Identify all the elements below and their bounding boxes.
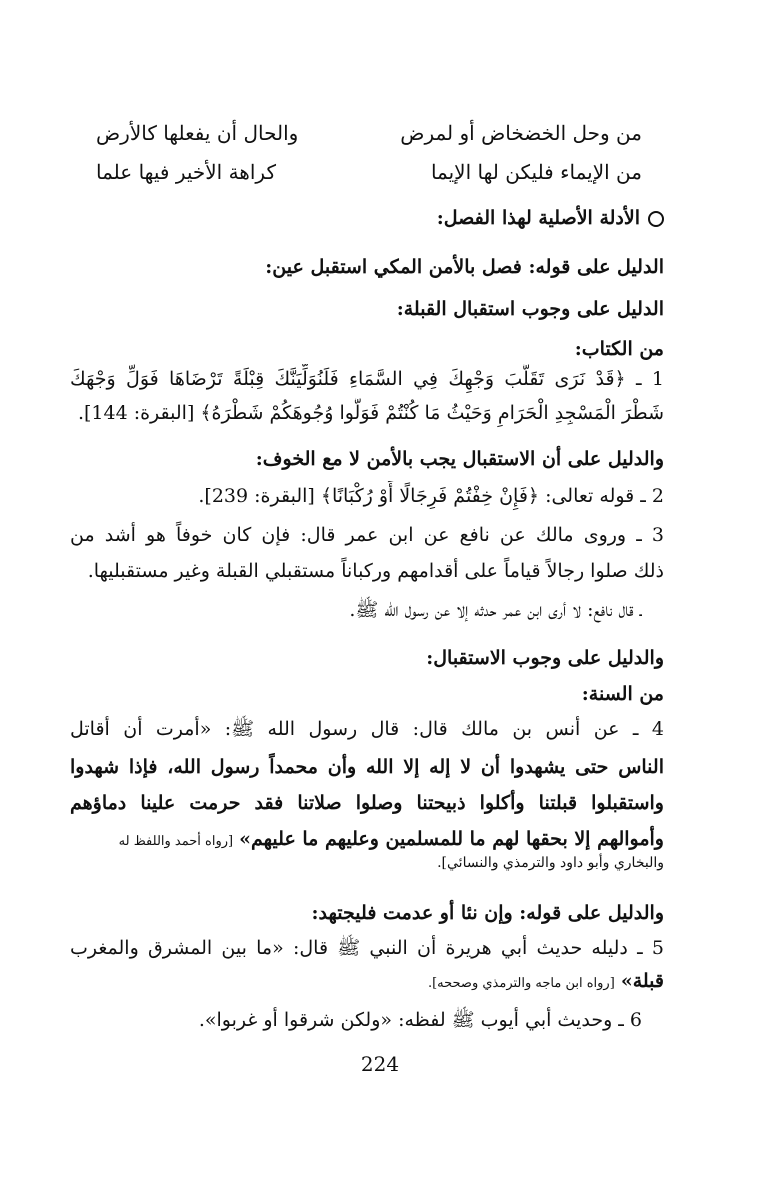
- poem-verse: من الإيماء فليكن لها الإيما: [430, 160, 642, 184]
- section-heading: الدليل على وجوب استقبال القبلة:: [396, 298, 664, 320]
- hadith-line: الناس حتى يشهدوا أن لا إله إلا الله وأن محمداً رسول الله، فإذا شهدوا: [70, 756, 664, 778]
- page-number: 224: [360, 1052, 400, 1076]
- paragraph-line: 2 ـ قوله تعالى: ﴿فَإِنْ خِفْتُمْ فَرِجَالًا أَوْ رُكْبَانًا﴾ [البقرة: 239].: [198, 485, 664, 507]
- hadith-line: 4 ـ عن أنس بن مالك قال: قال رسول الله ﷺ: «أمرت أن أقاتل: [70, 718, 664, 740]
- poem-verse: كراهة الأخير فيها علما: [96, 160, 276, 184]
- sub-heading: من الكتاب:: [574, 338, 664, 360]
- hadith-line: 6 ـ وحديث أبي أيوب ﷺ لفظه: «ولكن شرقوا أو غربوا».: [198, 1009, 642, 1031]
- poem-verse: والحال أن يفعلها كالأرض: [96, 121, 299, 145]
- section-heading: الأدلة الأصلية لهذا الفصل:: [70, 203, 664, 233]
- citation: [رواه أحمد واللفظ له: [118, 834, 234, 849]
- quran-verse: 1 ـ ﴿قَدْ نَرَى تَقَلُّبَ وَجْهِكَ فِي السَّمَاءِ فَلَنُوَلِّيَنَّكَ قِبْلَةً تَرْضَاهَا فَوَلِّ وَجْهَكَ: [70, 368, 664, 390]
- paragraph-line: ذلك صلوا رجالاً قياماً على أقدامهم وركباناً مستقبلي القبلة وغير مستقبليها.: [87, 560, 664, 582]
- hadith-line: 5 ـ دليله حديث أبي هريرة أن النبي ﷺ قال: «ما بين المشرق والمغرب: [70, 937, 664, 959]
- hadith-line: قبلة» [رواه ابن ماجه والترمذي وصححه].: [427, 970, 664, 992]
- circle-bullet-icon: [648, 211, 664, 227]
- citation: [رواه ابن ماجه والترمذي وصححه].: [427, 976, 615, 991]
- hadith-line: واستقبلوا قبلتنا وأكلوا ذبيحتنا وصلوا صلاتنا فقد حرمت علينا دماؤهم: [70, 792, 664, 814]
- paragraph-line: 3 ـ وروى مالك عن نافع عن ابن عمر قال: فإن كان خوفاً هو أشد من: [70, 524, 664, 546]
- hadith-line: وأموالهم إلا بحقها لهم ما للمسلمين وعليهم ما عليهم» [رواه أحمد واللفظ له: [118, 828, 664, 850]
- paragraph-line: ـ قال نافع: لا أرى ابن عمر حدثه إلا عن رسول الله ﷺ.: [349, 599, 642, 621]
- sub-heading: من السنة:: [581, 683, 664, 705]
- quran-verse: شَطْرَ الْمَسْجِدِ الْحَرَامِ وَحَيْثُ مَا كُنْتُمْ فَوَلُّوا وُجُوهَكُمْ شَطْرَهُ﴾ [البقرة: 144].: [77, 402, 664, 424]
- section-heading: والدليل على وجوب الاستقبال:: [426, 647, 664, 669]
- section-heading: والدليل على قوله: وإن نئا أو عدمت فليجتهد:: [311, 902, 664, 924]
- section-heading: الدليل على قوله: فصل بالأمن المكي استقبل عين:: [265, 256, 664, 278]
- poem-verse: من وحل الخضخاض أو لمرض: [400, 121, 642, 145]
- section-heading: والدليل على أن الاستقبال يجب بالأمن لا مع الخوف:: [255, 448, 664, 470]
- citation: والبخاري وأبو داود والترمذي والنسائي].: [437, 855, 664, 871]
